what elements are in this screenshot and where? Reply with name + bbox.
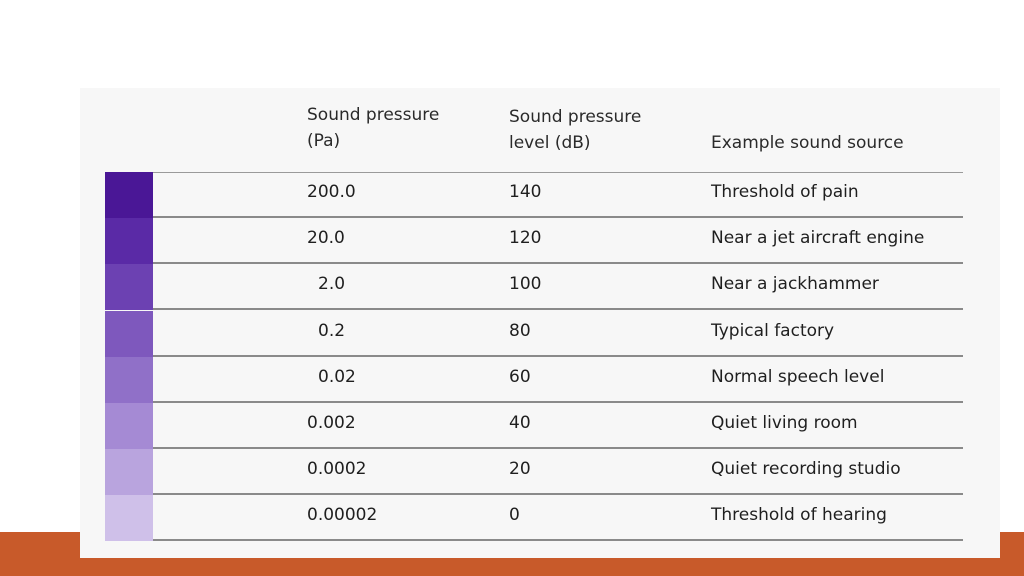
level-cell: 80 (509, 320, 531, 341)
pressure-cell: 200.0 (307, 182, 356, 202)
level-cell: 120 (509, 228, 542, 249)
sound-pressure-table-image (80, 88, 1000, 558)
pressure-cell: 2.0 (318, 274, 346, 295)
level-cell: 140 (509, 182, 542, 202)
pressure-cell: 0.02 (318, 366, 356, 387)
source-cell: Quiet living room (711, 413, 858, 433)
header-example-source: Example sound source (711, 133, 904, 153)
pressure-cell: 0.002 (307, 413, 356, 433)
header-sound-pressure: Sound pressure (Pa) (307, 105, 440, 151)
intensity-swatch (105, 495, 153, 541)
level-cell: 0 (509, 505, 520, 526)
source-cell: Threshold of hearing (711, 505, 887, 526)
source-cell: Typical factory (711, 320, 835, 341)
level-cell: 100 (509, 274, 542, 295)
table-row (105, 172, 963, 218)
table-row (105, 264, 963, 310)
pressure-cell: 0.00002 (307, 505, 378, 526)
level-cell: 20 (509, 459, 531, 480)
table-row (105, 218, 963, 264)
intensity-swatch (105, 218, 153, 264)
source-cell: Quiet recording studio (711, 459, 901, 480)
table-row (105, 357, 963, 403)
pressure-cell: 20.0 (307, 228, 345, 249)
pressure-cell: 0.0002 (307, 459, 367, 480)
intensity-swatch (105, 311, 153, 357)
intensity-swatch (105, 357, 153, 403)
intensity-swatch (105, 264, 153, 310)
level-cell: 40 (509, 413, 531, 433)
source-cell: Normal speech level (711, 366, 885, 387)
pressure-cell: 0.2 (318, 320, 346, 341)
table-row (105, 449, 963, 495)
intensity-swatch (105, 403, 153, 449)
intensity-swatch (105, 449, 153, 495)
level-cell: 60 (509, 366, 531, 387)
source-cell: Threshold of pain (711, 182, 859, 202)
row-divider (153, 539, 963, 541)
header-sound-pressure-level: Sound pressure level (dB) (509, 107, 642, 153)
intensity-swatch (105, 172, 153, 218)
source-cell: Near a jet aircraft engine (711, 228, 925, 249)
table-row (105, 311, 963, 357)
table-row (105, 495, 963, 541)
source-cell: Near a jackhammer (711, 274, 879, 295)
sound-pressure-table (105, 88, 965, 548)
table-row (105, 403, 963, 449)
